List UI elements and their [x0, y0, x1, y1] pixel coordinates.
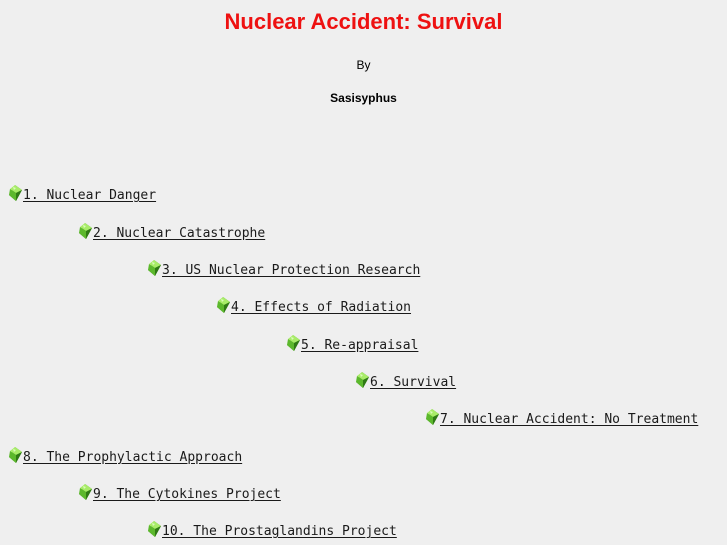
toc-item-10 [147, 521, 397, 540]
toc-link-effects-of-radiation[interactable]: 4. Effects of Radiation [231, 300, 412, 315]
toc-link-nuclear-accident-no-treatment[interactable]: 7. Nuclear Accident: No Treatment [440, 412, 699, 427]
green-gem-icon [8, 185, 23, 202]
toc-item-5 [286, 335, 418, 354]
toc-link-re-appraisal[interactable]: 5. Re-appraisal [301, 338, 419, 353]
author-name: Sasisyphus [330, 91, 397, 105]
page-title: Nuclear Accident: Survival [224, 9, 503, 34]
toc-link-nuclear-danger[interactable]: 1. Nuclear Danger [23, 188, 157, 203]
toc-item-8 [8, 447, 242, 466]
green-gem-icon [425, 409, 440, 426]
toc-item-1 [8, 185, 156, 204]
toc-item-7 [425, 409, 698, 428]
green-gem-icon [8, 447, 23, 464]
toc-link-nuclear-catastrophe[interactable]: 2. Nuclear Catastrophe [93, 226, 266, 241]
toc-item-2 [78, 223, 265, 242]
toc-item-4 [216, 297, 411, 316]
toc-link-prostaglandins-project[interactable]: 10. The Prostaglandins Project [162, 524, 397, 539]
green-gem-icon [147, 260, 162, 277]
toc-item-3 [147, 260, 420, 279]
toc-item-9 [78, 484, 281, 503]
toc-link-us-nuclear-protection-research[interactable]: 3. US Nuclear Protection Research [162, 263, 421, 278]
green-gem-icon [355, 372, 370, 389]
toc-link-survival[interactable]: 6. Survival [370, 375, 457, 390]
green-gem-icon [286, 335, 301, 352]
green-gem-icon [216, 297, 231, 314]
toc-item-6 [355, 372, 456, 391]
toc-link-prophylactic-approach[interactable]: 8. The Prophylactic Approach [23, 450, 243, 465]
green-gem-icon [78, 223, 93, 240]
byline-label: By [356, 58, 371, 72]
green-gem-icon [78, 484, 93, 501]
green-gem-icon [147, 521, 162, 538]
toc-link-cytokines-project[interactable]: 9. The Cytokines Project [93, 487, 281, 502]
